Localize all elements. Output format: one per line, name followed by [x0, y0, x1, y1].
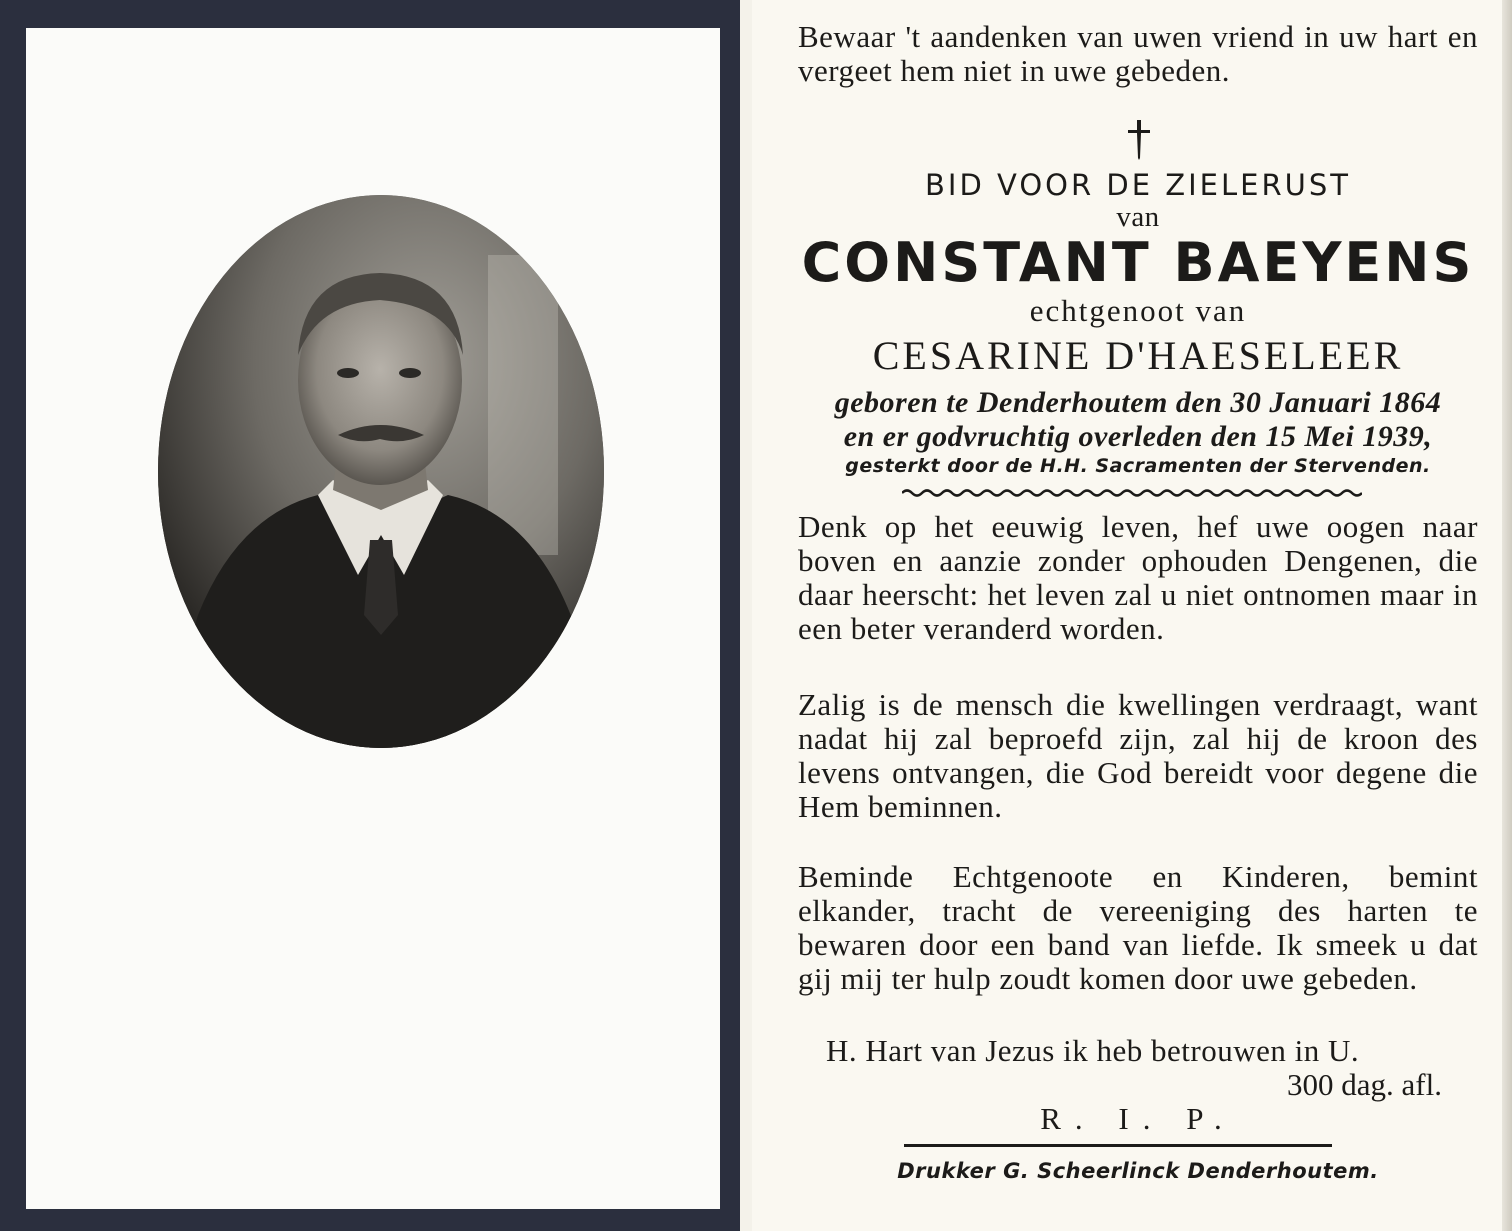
spouse-name: CESARINE D'HAESELEER [872, 333, 1404, 378]
spouse-label: echtgenoot van [1029, 293, 1247, 328]
card-edge [1502, 0, 1512, 1231]
birth-death-line-2: en er godvruchtig overleden den 15 Mei 1939, [843, 420, 1433, 453]
rip-text: R. I. P. [1040, 1101, 1236, 1136]
indulgence-note: 300 dag. afl. [1287, 1067, 1442, 1102]
paragraph-family: Beminde Echtgenoote en Kinderen, bemint elkander, tracht de vereeniging des harten te bewaren door een band van liefde. Ik smeek u dat gij mij ter hulp zoudt komen door uwe gebeden. [798, 859, 1478, 996]
footer-rule [904, 1144, 1332, 1147]
birth-death-line-1: geboren te Denderhoutem den 30 Januari 1864 en er godvruchtig overleden den 15 Mei 1939, [834, 386, 1442, 453]
deceased-name: CONSTANT BAEYENS [801, 231, 1475, 294]
intro-text: Bewaar 't aandenken van uwen vriend in uw hart en vergeet hem niet in uwe gebeden. [798, 19, 1478, 88]
photo-card-inner [26, 28, 720, 1209]
van-label: van [1116, 201, 1160, 233]
wavy-divider [902, 486, 1362, 500]
sacraments-line: gesterkt door de H.H. Sacramenten der Stervenden. [845, 455, 1431, 477]
paragraph-blessed: Zalig is de mensch die kwellingen verdraagt, want nadat hij zal beproefd zijn, zal hij de kroon des levens ontvangen, die God bereidt voor degene die Hem beminnen. [798, 687, 1478, 824]
sacred-heart-prayer: H. Hart van Jezus ik heb betrouwen in U. [826, 1033, 1360, 1068]
portrait-illustration-icon [158, 195, 604, 748]
cross-icon [1124, 118, 1154, 162]
paragraph-eternal-life: Denk op het eeuwig leven, hef uwe oogen naar boven en aanzie zonder ophouden Dengenen, die daar heerscht: het leven zal u niet ontnomen maar in een beter veranderd worden. [798, 509, 1478, 646]
bid-heading: BID VOOR DE ZIELERUST [925, 168, 1351, 202]
printer-credit: Drukker G. Scheerlinck Denderhoutem. [897, 1159, 1379, 1183]
photo-card [0, 0, 740, 1231]
portrait-photo [158, 195, 604, 748]
text-card [752, 0, 1512, 1231]
